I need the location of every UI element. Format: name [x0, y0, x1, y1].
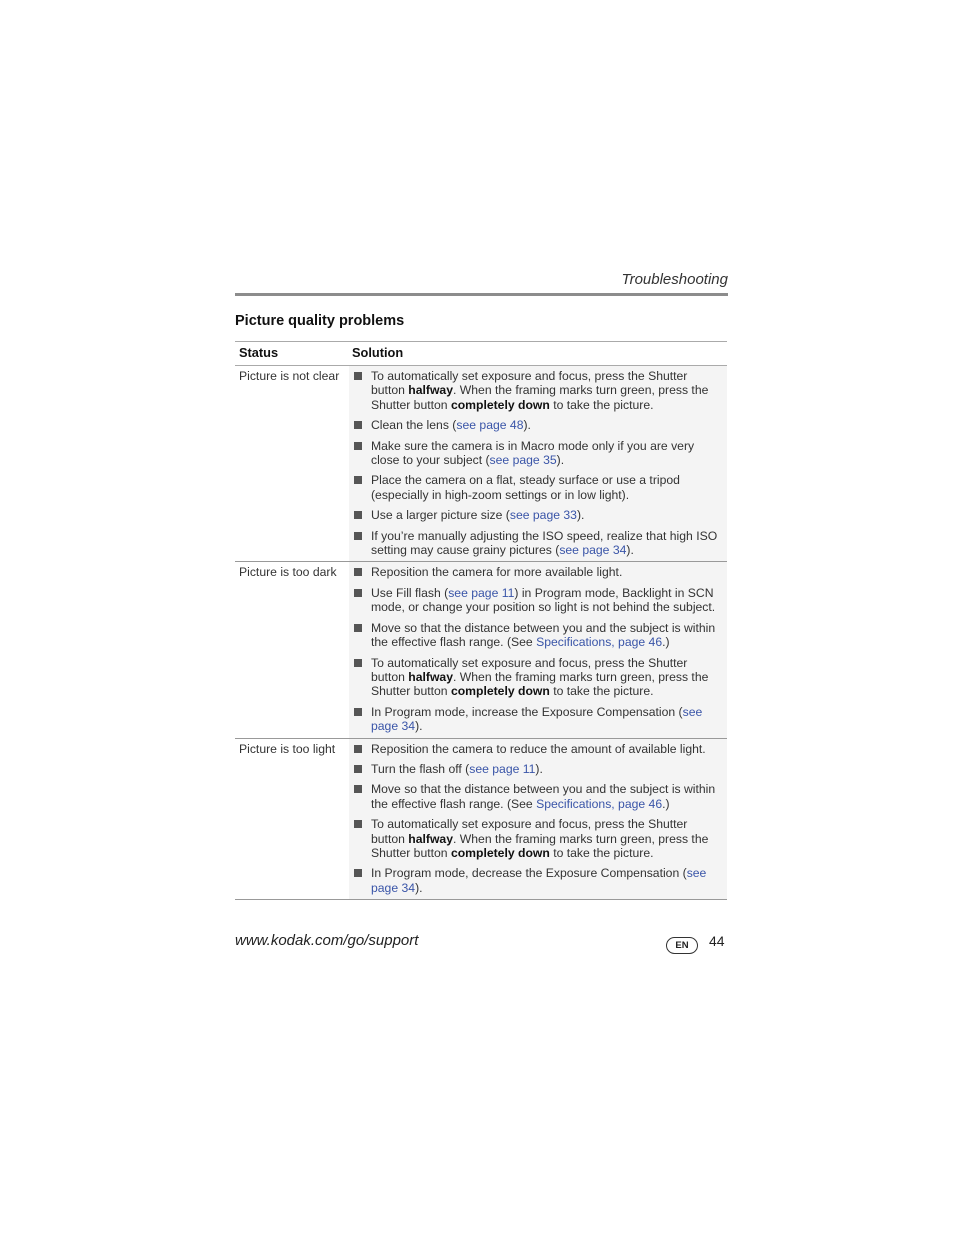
solution-text: Reposition the camera for more available light.: [371, 565, 623, 580]
page-reference-link[interactable]: see page 11: [469, 761, 536, 776]
list-item: [352, 621, 723, 650]
solution-text: .): [662, 796, 670, 811]
list-item: [352, 439, 723, 468]
page-reference-link[interactable]: Specifications, page 46: [536, 796, 663, 811]
status-cell: Picture is not clear: [235, 366, 349, 562]
list-item: [352, 782, 723, 811]
square-bullet-icon: [354, 589, 362, 597]
square-bullet-icon: [354, 421, 362, 429]
solution-text: ).: [415, 719, 423, 734]
square-bullet-icon: [354, 765, 362, 773]
solution-text: . When the framing marks turn green, press the Shutter button: [371, 383, 709, 412]
column-header-solution: Solution: [349, 342, 727, 366]
solution-text: to take the picture.: [549, 845, 654, 860]
solution-cell: [349, 562, 727, 738]
solution-text: Clean the lens (: [371, 418, 457, 433]
square-bullet-icon: [354, 568, 362, 576]
solution-text: ).: [576, 508, 585, 523]
page-reference-link[interactable]: see page 34: [371, 866, 707, 895]
solution-list: [352, 565, 723, 733]
list-item: [352, 473, 723, 502]
status-cell: Picture is too light: [235, 738, 349, 900]
square-bullet-icon: [354, 785, 362, 793]
list-item: [352, 565, 723, 579]
solution-text: In Program mode, increase the Exposure Compensation (: [371, 704, 683, 719]
solution-text: To automatically set exposure and focus, press the Shutter button: [371, 655, 688, 684]
solution-text: ).: [535, 761, 543, 776]
header-rule: [235, 293, 728, 296]
solution-text: Use a larger picture size (: [371, 508, 510, 523]
emphasis-text: halfway: [408, 669, 453, 684]
solution-text: . When the framing marks turn green, press the Shutter button: [371, 669, 709, 699]
solution-text: .): [662, 635, 670, 650]
running-header: Troubleshooting: [621, 271, 728, 288]
solution-cell: [349, 738, 727, 900]
list-item: [352, 866, 723, 895]
emphasis-text: completely down: [450, 684, 550, 699]
page-reference-link[interactable]: see page 33: [509, 508, 577, 523]
emphasis-text: completely down: [450, 845, 550, 860]
table-body: [235, 366, 727, 900]
square-bullet-icon: [354, 532, 362, 540]
list-item: [352, 418, 723, 432]
solution-text: Place the camera on a flat, steady surface or use a tripod (especially in high-zoom settings or in low light).: [371, 473, 680, 502]
page-number: 44: [709, 933, 725, 949]
solution-text: Use Fill flash (: [371, 585, 449, 600]
square-bullet-icon: [354, 372, 362, 380]
solution-text: To automatically set exposure and focus, press the Shutter button: [371, 817, 688, 846]
list-item: [352, 586, 723, 615]
list-item: [352, 369, 723, 412]
solution-text: Move so that the distance between you and the subject is within the effective flash range. (See: [371, 620, 716, 650]
support-url[interactable]: www.kodak.com/go/support: [235, 932, 419, 949]
solution-text: Move so that the distance between you and the subject is within the effective flash range. (See: [371, 782, 716, 811]
square-bullet-icon: [354, 820, 362, 828]
solution-text: Reposition the camera to reduce the amount of available light.: [371, 741, 706, 756]
language-badge: EN: [666, 937, 698, 954]
solution-text: ).: [556, 453, 565, 468]
solution-text: to take the picture.: [549, 684, 654, 699]
solution-text: . When the framing marks turn green, press the Shutter button: [371, 831, 709, 860]
list-item: [352, 762, 723, 776]
square-bullet-icon: [354, 511, 362, 519]
solution-list: [352, 742, 723, 896]
page-reference-link[interactable]: see page 34: [371, 704, 703, 734]
square-bullet-icon: [354, 442, 362, 450]
table-row: [235, 366, 727, 562]
list-item: [352, 742, 723, 756]
square-bullet-icon: [354, 476, 362, 484]
list-item: [352, 508, 723, 522]
list-item: [352, 705, 723, 734]
status-cell: Picture is too dark: [235, 562, 349, 738]
table-row: [235, 738, 727, 900]
list-item: [352, 529, 723, 558]
emphasis-text: halfway: [408, 383, 453, 398]
column-header-status: Status: [235, 342, 349, 366]
solution-text: To automatically set exposure and focus, press the Shutter button: [371, 369, 688, 398]
page-reference-link[interactable]: see page 11: [448, 585, 515, 600]
solution-cell: [349, 366, 727, 562]
solution-text: to take the picture.: [549, 397, 654, 412]
square-bullet-icon: [354, 659, 362, 667]
solution-text: Turn the flash off (: [371, 761, 470, 776]
emphasis-text: completely down: [450, 397, 550, 412]
troubleshooting-table: [235, 341, 727, 900]
solution-text: ).: [523, 418, 531, 433]
solution-text: ).: [415, 880, 423, 895]
square-bullet-icon: [354, 745, 362, 753]
square-bullet-icon: [354, 869, 362, 877]
square-bullet-icon: [354, 708, 362, 716]
page-reference-link[interactable]: see page 35: [489, 453, 557, 468]
section-title: Picture quality problems: [235, 313, 405, 329]
solution-text: ) in Program mode, Backlight in SCN mode, or change your position so light is not behind the subject.: [371, 585, 716, 615]
solution-text: Make sure the camera is in Macro mode only if you are very close to your subject (: [371, 438, 695, 468]
solution-list: [352, 369, 723, 557]
table-row: [235, 562, 727, 738]
solution-text: If you’re manually adjusting the ISO speed, realize that high ISO setting may cause grainy pictures (: [371, 528, 718, 558]
list-item: [352, 656, 723, 699]
solution-text: In Program mode, decrease the Exposure Compensation (: [371, 866, 687, 881]
list-item: [352, 817, 723, 860]
page-reference-link[interactable]: see page 48: [456, 418, 524, 433]
page-reference-link[interactable]: see page 34: [559, 543, 627, 558]
table-header-row: [235, 342, 727, 366]
solution-text: ).: [626, 543, 634, 558]
emphasis-text: halfway: [408, 831, 453, 846]
page-reference-link[interactable]: Specifications, page 46: [536, 635, 663, 650]
square-bullet-icon: [354, 624, 362, 632]
